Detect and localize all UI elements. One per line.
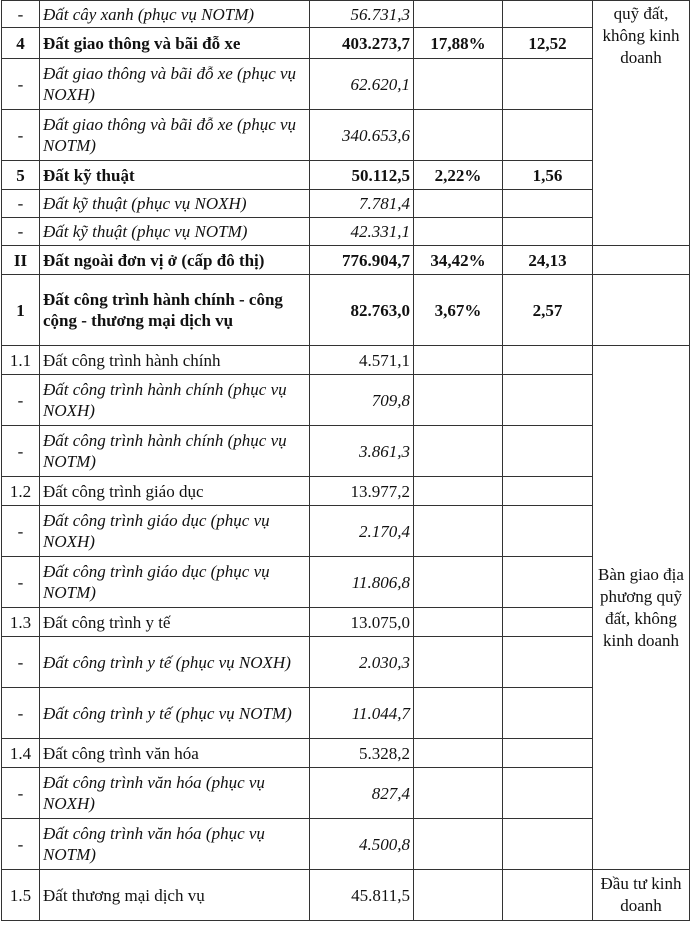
land-type-name: Đất công trình hành chính - công cộng - thương mại dịch vụ xyxy=(40,275,310,346)
table-row xyxy=(2,246,690,275)
land-type-name: Đất giao thông và bãi đỗ xe xyxy=(40,28,310,59)
area-value: 45.811,5 xyxy=(310,870,414,921)
row-number: - xyxy=(2,110,40,161)
table-row xyxy=(2,190,690,218)
land-type-name: Đất công trình giáo dục (phục vụ NOXH) xyxy=(40,506,310,557)
ratio-value xyxy=(503,637,593,688)
land-type-name: Đất công trình hành chính (phục vụ NOXH) xyxy=(40,375,310,426)
table-row xyxy=(2,506,690,557)
area-value: 11.806,8 xyxy=(310,557,414,608)
row-number: - xyxy=(2,637,40,688)
table-row xyxy=(2,688,690,739)
ratio-value: 2,57 xyxy=(503,275,593,346)
land-type-name: Đất công trình giáo dục (phục vụ NOTM) xyxy=(40,557,310,608)
land-use-table xyxy=(1,0,690,921)
area-value: 50.112,5 xyxy=(310,161,414,190)
area-value: 4.500,8 xyxy=(310,819,414,870)
note-cell-bottom xyxy=(593,870,690,921)
table-row xyxy=(2,218,690,246)
table-row xyxy=(2,110,690,161)
land-type-name: Đất giao thông và bãi đỗ xe (phục vụ NOTM) xyxy=(40,110,310,161)
percent-value xyxy=(414,346,503,375)
table-row xyxy=(2,28,690,59)
land-type-name: Đất giao thông và bãi đỗ xe (phục vụ NOXH) xyxy=(40,59,310,110)
percent-value xyxy=(414,110,503,161)
ratio-value: 24,13 xyxy=(503,246,593,275)
note-cell-empty xyxy=(593,246,690,275)
percent-value xyxy=(414,426,503,477)
row-number: 1.5 xyxy=(2,870,40,921)
area-value: 82.763,0 xyxy=(310,275,414,346)
row-number: 1.3 xyxy=(2,608,40,637)
row-number: 1.1 xyxy=(2,346,40,375)
row-number: - xyxy=(2,506,40,557)
row-number: - xyxy=(2,218,40,246)
land-type-name: Đất công trình giáo dục xyxy=(40,477,310,506)
table-row xyxy=(2,477,690,506)
area-value: 3.861,3 xyxy=(310,426,414,477)
percent-value xyxy=(414,218,503,246)
row-number: - xyxy=(2,1,40,28)
percent-value xyxy=(414,739,503,768)
percent-value xyxy=(414,375,503,426)
table-row xyxy=(2,1,690,28)
row-number: - xyxy=(2,768,40,819)
note-cell-empty xyxy=(593,275,690,346)
row-number: 5 xyxy=(2,161,40,190)
land-type-name: Đất cây xanh (phục vụ NOTM) xyxy=(40,1,310,28)
area-value: 13.075,0 xyxy=(310,608,414,637)
note-text: quỹ đất, không kinh doanh xyxy=(602,4,680,67)
land-type-name: Đất công trình văn hóa (phục vụ NOXH) xyxy=(40,768,310,819)
land-type-name: Đất kỹ thuật (phục vụ NOXH) xyxy=(40,190,310,218)
percent-value xyxy=(414,819,503,870)
ratio-value xyxy=(503,768,593,819)
percent-value: 34,42% xyxy=(414,246,503,275)
ratio-value xyxy=(503,218,593,246)
table-row xyxy=(2,768,690,819)
ratio-value xyxy=(503,1,593,28)
ratio-value xyxy=(503,346,593,375)
land-type-name: Đất kỹ thuật (phục vụ NOTM) xyxy=(40,218,310,246)
ratio-value xyxy=(503,739,593,768)
land-type-name: Đất công trình văn hóa (phục vụ NOTM) xyxy=(40,819,310,870)
percent-value xyxy=(414,557,503,608)
area-value: 5.328,2 xyxy=(310,739,414,768)
row-number: 4 xyxy=(2,28,40,59)
percent-value xyxy=(414,1,503,28)
area-value: 827,4 xyxy=(310,768,414,819)
table-row xyxy=(2,59,690,110)
ratio-value xyxy=(503,375,593,426)
area-value: 2.030,3 xyxy=(310,637,414,688)
ratio-value xyxy=(503,608,593,637)
row-number: - xyxy=(2,819,40,870)
ratio-value xyxy=(503,426,593,477)
land-type-name: Đất công trình văn hóa xyxy=(40,739,310,768)
land-type-name: Đất công trình y tế (phục vụ NOTM) xyxy=(40,688,310,739)
ratio-value xyxy=(503,688,593,739)
note-cell-middle xyxy=(593,346,690,870)
ratio-value xyxy=(503,190,593,218)
table-row xyxy=(2,608,690,637)
ratio-value xyxy=(503,819,593,870)
ratio-value xyxy=(503,506,593,557)
percent-value xyxy=(414,608,503,637)
percent-value xyxy=(414,506,503,557)
note-text: Đầu tư kinh doanh xyxy=(600,874,682,915)
percent-value: 17,88% xyxy=(414,28,503,59)
table-row xyxy=(2,819,690,870)
area-value: 403.273,7 xyxy=(310,28,414,59)
row-number: 1.4 xyxy=(2,739,40,768)
percent-value xyxy=(414,637,503,688)
row-number: 1 xyxy=(2,275,40,346)
percent-value xyxy=(414,59,503,110)
table-row xyxy=(2,870,690,921)
percent-value xyxy=(414,190,503,218)
percent-value xyxy=(414,477,503,506)
note-cell-top xyxy=(593,1,690,246)
percent-value xyxy=(414,768,503,819)
area-value: 7.781,4 xyxy=(310,190,414,218)
land-type-name: Đất công trình y tế xyxy=(40,608,310,637)
row-number: - xyxy=(2,59,40,110)
row-number: II xyxy=(2,246,40,275)
percent-value: 3,67% xyxy=(414,275,503,346)
ratio-value xyxy=(503,477,593,506)
land-type-name: Đất kỹ thuật xyxy=(40,161,310,190)
area-value: 776.904,7 xyxy=(310,246,414,275)
area-value: 13.977,2 xyxy=(310,477,414,506)
table-row xyxy=(2,557,690,608)
percent-value xyxy=(414,688,503,739)
table-row xyxy=(2,161,690,190)
row-number: - xyxy=(2,375,40,426)
row-number: - xyxy=(2,557,40,608)
note-text: Bàn giao địa phương quỹ đất, không kinh doanh xyxy=(598,564,684,650)
ratio-value xyxy=(503,557,593,608)
row-number: 1.2 xyxy=(2,477,40,506)
table-row xyxy=(2,346,690,375)
area-value: 56.731,3 xyxy=(310,1,414,28)
land-type-name: Đất công trình hành chính (phục vụ NOTM) xyxy=(40,426,310,477)
area-value: 42.331,1 xyxy=(310,218,414,246)
row-number: - xyxy=(2,688,40,739)
land-type-name: Đất thương mại dịch vụ xyxy=(40,870,310,921)
area-value: 2.170,4 xyxy=(310,506,414,557)
row-number: - xyxy=(2,190,40,218)
area-value: 62.620,1 xyxy=(310,59,414,110)
ratio-value: 1,56 xyxy=(503,161,593,190)
table-row xyxy=(2,426,690,477)
land-type-name: Đất ngoài đơn vị ở (cấp đô thị) xyxy=(40,246,310,275)
land-type-name: Đất công trình y tế (phục vụ NOXH) xyxy=(40,637,310,688)
table-row xyxy=(2,739,690,768)
table-row xyxy=(2,637,690,688)
area-value: 340.653,6 xyxy=(310,110,414,161)
area-value: 11.044,7 xyxy=(310,688,414,739)
row-number: - xyxy=(2,426,40,477)
area-value: 709,8 xyxy=(310,375,414,426)
ratio-value xyxy=(503,110,593,161)
percent-value: 2,22% xyxy=(414,161,503,190)
ratio-value xyxy=(503,870,593,921)
ratio-value: 12,52 xyxy=(503,28,593,59)
table-row xyxy=(2,275,690,346)
percent-value xyxy=(414,870,503,921)
table-row xyxy=(2,375,690,426)
area-value: 4.571,1 xyxy=(310,346,414,375)
land-type-name: Đất công trình hành chính xyxy=(40,346,310,375)
ratio-value xyxy=(503,59,593,110)
